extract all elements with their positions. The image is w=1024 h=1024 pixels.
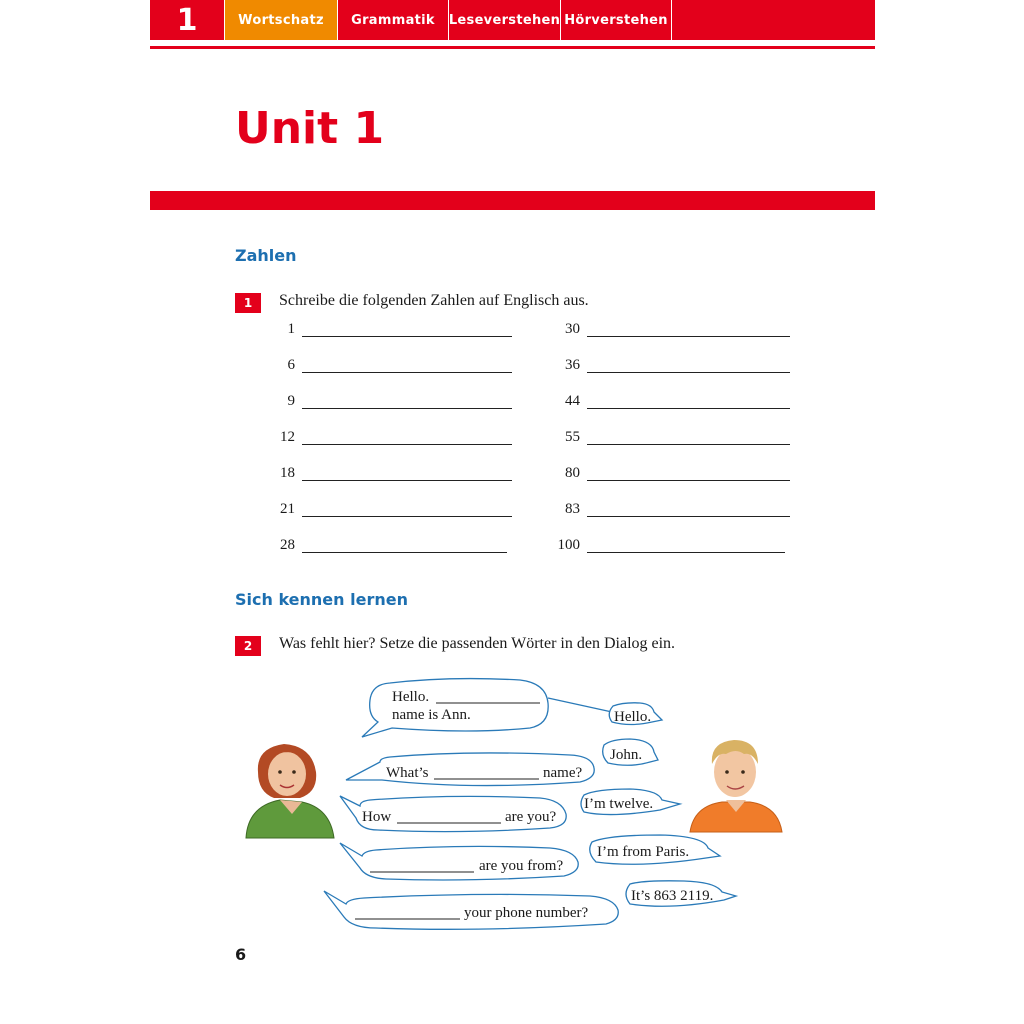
- reply-text: Hello.: [614, 709, 652, 725]
- number-label: 55: [565, 429, 580, 445]
- number-label: 28: [280, 537, 295, 553]
- tab-grammatik[interactable]: Grammatik: [337, 0, 448, 40]
- number-label: 6: [287, 357, 295, 373]
- tab-leseverstehen[interactable]: Leseverstehen: [448, 0, 560, 40]
- number-label: 100: [557, 537, 580, 553]
- bubble-text: What’s: [386, 765, 429, 781]
- bubble-text: your phone number?: [464, 905, 589, 921]
- bubble-text: are you?: [505, 809, 557, 825]
- number-label: 21: [280, 501, 295, 517]
- exercise-instruction-1: Schreibe die folgenden Zahlen auf Englisch aus.: [279, 292, 589, 309]
- bubble-text: are you from?: [479, 858, 564, 874]
- number-label: 30: [565, 321, 580, 337]
- number-label: 36: [565, 357, 580, 373]
- page-number: 6: [235, 945, 247, 964]
- bubble-text: How: [362, 809, 392, 825]
- section-heading-zahlen: Zahlen: [235, 246, 297, 265]
- reply-text: It’s 863 2119.: [631, 888, 714, 904]
- section-heading-sich-kennen-lernen: Sich kennen lernen: [235, 590, 408, 609]
- exercise-badge-2: 2: [235, 636, 261, 656]
- reply-text: I’m from Paris.: [597, 844, 690, 860]
- number-label: 83: [565, 501, 580, 517]
- tab-hoerverstehen[interactable]: Hörverstehen: [560, 0, 672, 40]
- bubble-text: name?: [543, 765, 583, 781]
- dialog-connector: [548, 698, 612, 712]
- exercise-badge-1: 1: [235, 293, 261, 313]
- number-label: 80: [565, 465, 580, 481]
- reply-text: I’m twelve.: [584, 796, 654, 812]
- bubble-text: name is Ann.: [392, 707, 471, 723]
- reply-text: John.: [610, 747, 643, 763]
- number-label: 44: [565, 393, 580, 409]
- bubble-text: Hello.: [392, 689, 430, 705]
- page-title: Unit 1: [235, 103, 385, 154]
- tab-wortschatz[interactable]: Wortschatz: [224, 0, 337, 40]
- exercise-instruction-2: Was fehlt hier? Setze die passenden Wörter in den Dialog ein.: [279, 635, 676, 652]
- number-label: 18: [280, 465, 295, 481]
- number-label: 12: [280, 429, 295, 445]
- girl-illustration: [246, 744, 334, 838]
- number-label: 9: [287, 393, 295, 409]
- number-label: 1: [287, 321, 295, 337]
- boy-illustration: [690, 740, 782, 832]
- unit-number-badge: 1: [176, 2, 198, 38]
